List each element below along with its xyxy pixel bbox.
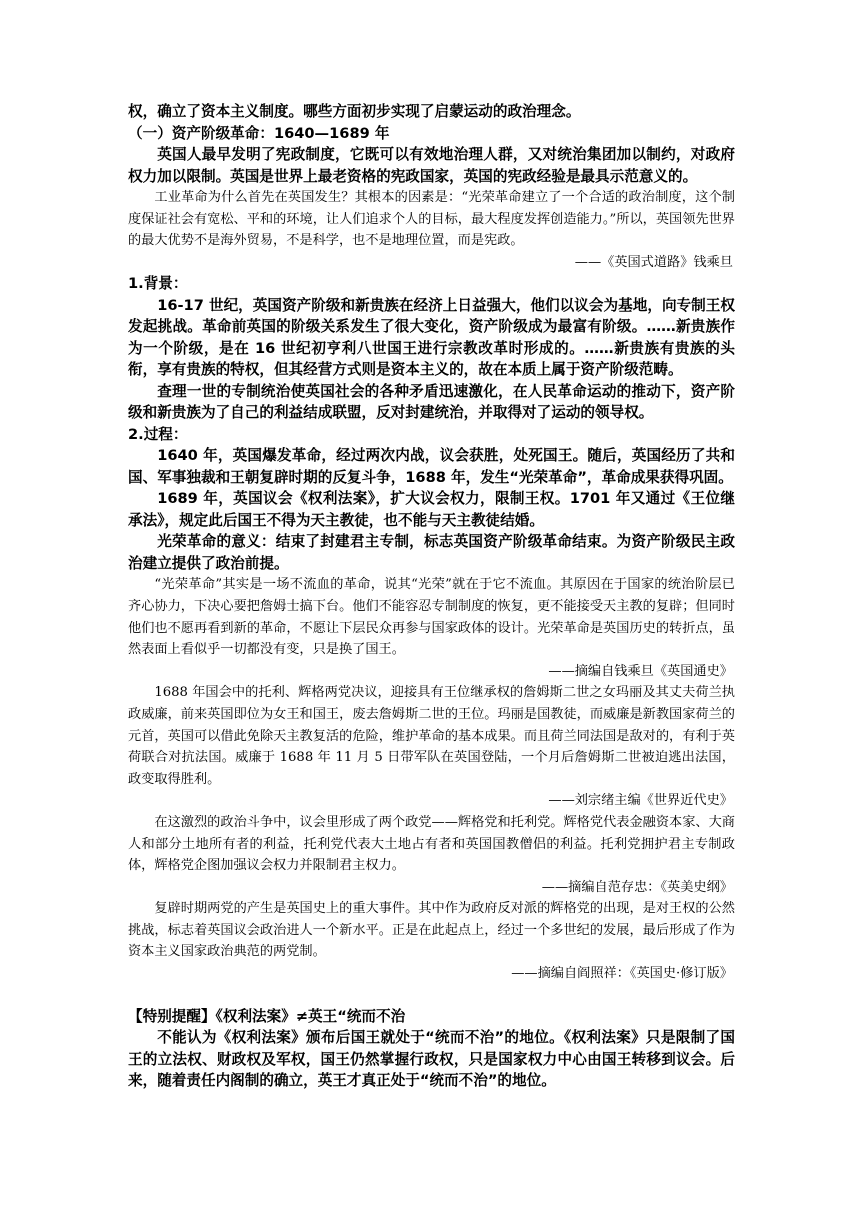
quote-english-road: 工业革命为什么首先在英国发生？其根本的因素是：“光荣革命建立了一个合适的政治制度，这个制度保证社会有宽松、平和的环境，让人们追求个人的目标，最大程度发挥创造能力。”所以，英国领先世界的最大优势不是海外贸易，不是科学，也不是地理位置，而是宪政。 [128, 190, 735, 249]
intro-line: 权，确立了资本主义制度。哪些方面初步实现了启蒙运动的政治理念。 [128, 103, 581, 120]
special-reminder-body: 不能认为《权利法案》颁布后国王就处于“统而不治”的地位。《权利法案》只是限制了国王的立法权、财政权及军权，国王仍然掌握行政权，只是国家权力中心由国王转移到议会。后来，随着责任内阁制的确立，英王才真正处于“统而不治”的地位。 [128, 1029, 735, 1090]
quote-1688-parliament: 1688 年国会中的托利、辉格两党决议，迎接具有王位继承权的詹姆斯二世之女玛丽及其丈夫荷兰执政威廉，前来英国即位为女王和国王，废去詹姆斯二世的王位。玛丽是国教徒，而威廉是新教国家荷兰的元首，英国可以借此免除天主教复活的危险，维护革命的基本成果。而且荷兰同法国是敌对的，有利于英荷联合对抗法国。威廉于 1688 年 11 月 5 日带军队在英国登陆，一个月后詹姆斯二世被迫逃出法国，政变取得胜利。 [128, 685, 735, 787]
process-paragraph-2: 1689 年，英国议会《权利法案》，扩大议会权力，限制王权。1701 年又通过《王位继承法》，规定此后国王不得为天主教徒，也不能与天主教徒结婚。 [128, 490, 735, 529]
paragraph-constitution: 英国人最早发明了宪政制度，它既可以有效地治理人群，又对统治集团加以制约，对政府权力加以限制。英国是世界上最老资格的宪政国家，英国的宪政经验是最具示范意义的。 [128, 146, 735, 185]
background-paragraph-2: 查理一世的专制统治使英国社会的各种矛盾迅速激化，在人民革命运动的推动下，资产阶级和新贵族为了自己的利益结成联盟，反对封建统治，并取得对了运动的领导权。 [128, 382, 735, 422]
quote-source: ——刘宗绪主编《世界近代史》 [548, 793, 733, 809]
special-reminder-title: 【特别提醒】《权利法案》≠英王“统而不治 [128, 1007, 406, 1025]
document-page [128, 101, 735, 1092]
process-heading: 2.过程： [128, 425, 188, 443]
quote-source: ——《英国式道路》钱乘旦 [574, 254, 733, 270]
quote-source: ——摘编自阎照祥：《英国史·修订版》 [511, 966, 733, 982]
process-paragraph-1: 1640 年，英国爆发革命，经过两次内战，议会获胜，处死国王。随后，英国经历了共和国、军事独裁和王朝复辟时期的反复斗争，1688 年，发生“光荣革命”，革命成果获得巩固。 [128, 447, 735, 486]
quote-two-parties: 在这激烈的政治斗争中，议会里形成了两个政党——辉格党和托利党。辉格党代表金融资本家、大商人和部分土地所有者的利益，托利党代表大土地占有者和英国国教僧侣的利益。托利党拥护君主专制政体，辉格党企图加强议会权力并限制君主权力。 [128, 814, 735, 874]
process-paragraph-3: 光荣革命的意义：结束了封建君主专制，标志英国资产阶级革命结束。为资产阶级民主政治建立提供了政治前提。 [128, 533, 735, 572]
background-paragraph-1: 16-17 世纪，英国资产阶级和新贵族在经济上日益强大，他们以议会为基地，向专制王权发起挑战。革命前英国的阶级关系发生了很大变化，资产阶级成为最富有阶级。……新贵族作为一个阶级，是在 16 世纪初亨利八世国王进行宗教改革时形成的。……新贵族有贵族的头衔，享有贵族的特权，但其经营方式则是资本主义的，故在本质上属于资产阶级范畴。 [128, 296, 735, 379]
quote-source: ——摘编自钱乘旦《英国通史》 [548, 663, 733, 679]
section-title: （一）资产阶级革命：1640—1689 年 [128, 124, 390, 142]
quote-glorious-revolution: “光荣革命”其实是一场不流血的革命，说其“光荣”就在于它不流血。其原因在于国家的统治阶层已齐心协力，下决心要把詹姆士搞下台。他们不能容忍专制制度的恢复，更不能接受天主教的复辟；但同时他们也不愿再看到新的革命，不愿让下层民众再参与国家政体的设计。光荣革命是英国历史的转折点，虽然表面上看似乎一切都没有变，只是换了国王。 [128, 577, 735, 658]
spacer [128, 985, 735, 1006]
background-heading: 1.背景： [128, 275, 188, 293]
quote-restoration: 复辟时期两党的产生是英国史上的重大事件。其中作为政府反对派的辉格党的出现，是对王权的公然挑战，标志着英国议会政治进人一个新水平。正是在此起点上，经过一个多世纪的发展，最后形成了作为资本主义国家政治典范的两党制。 [128, 901, 735, 960]
quote-source: ——摘编自范存忠：《英美史纲》 [541, 879, 733, 895]
